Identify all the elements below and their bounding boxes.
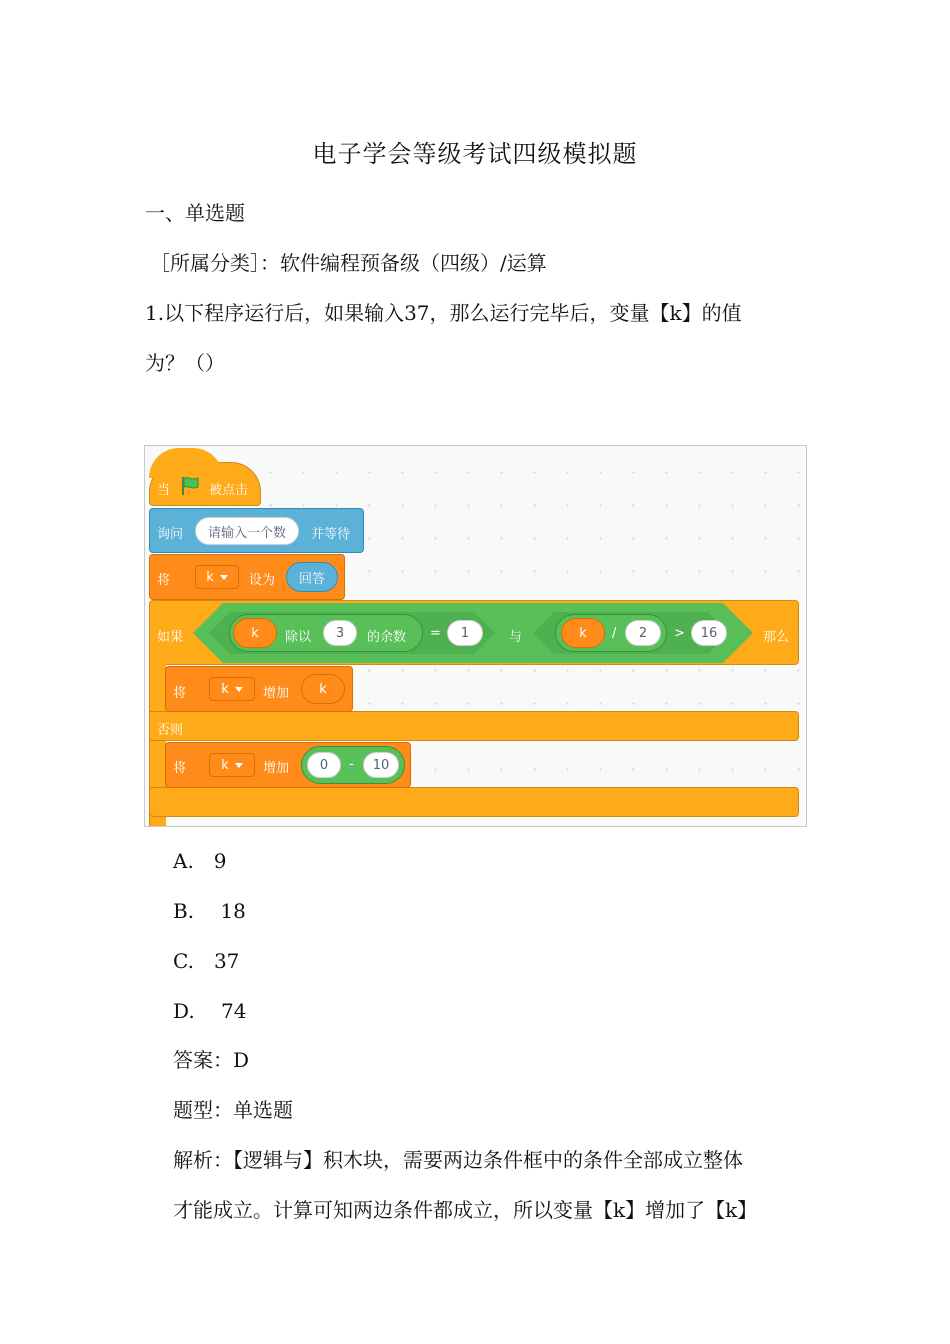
answer-reporter[interactable]: 回答 — [286, 562, 338, 592]
number-input-2[interactable]: 2 — [625, 620, 661, 646]
else-label: 否则 — [157, 723, 184, 738]
scratch-code-panel — [144, 445, 807, 827]
and-label: 与 — [509, 630, 523, 645]
question-type-line: 题型：单选题 — [173, 1098, 293, 1122]
k-reporter[interactable]: k — [561, 618, 605, 648]
remainder-label: 的余数 — [367, 630, 407, 645]
number-input-3[interactable]: 3 — [323, 620, 357, 646]
chevron-down-icon — [235, 763, 243, 768]
set-label: 将 — [157, 573, 171, 588]
if-label: 如果 — [157, 630, 184, 645]
change-label: 将 — [173, 761, 187, 776]
minus-sign: - — [349, 757, 354, 772]
else-band — [149, 711, 799, 741]
increase-label: 增加 — [263, 761, 290, 776]
option-d: D. 74 — [173, 999, 247, 1023]
if-block-footer — [149, 787, 799, 817]
variable-name: k — [221, 681, 229, 697]
option-b: B. 18 — [173, 899, 246, 923]
option-c: C. 37 — [173, 949, 240, 973]
k-reporter[interactable]: k — [301, 674, 345, 704]
chevron-down-icon — [235, 687, 243, 692]
set-to-label: 设为 — [249, 573, 276, 588]
page-title: 电子学会等级考试四级模拟题 — [312, 140, 638, 168]
ask-label: 询问 — [157, 527, 184, 542]
greater-than-sign: > — [674, 626, 685, 641]
k-reporter[interactable]: k — [233, 618, 277, 648]
variable-name: k — [206, 569, 214, 585]
increase-label: 增加 — [263, 686, 290, 701]
answer-line: 答案：D — [173, 1048, 250, 1072]
change-label: 将 — [173, 686, 187, 701]
number-input-1[interactable]: 1 — [447, 620, 483, 646]
ask-prompt-input[interactable]: 请输入一个数 — [195, 517, 299, 545]
mod-label: 除以 — [285, 630, 312, 645]
analysis-line-continued: 才能成立。计算可知两边条件都成立，所以变量【k】增加了【k】 — [173, 1198, 758, 1222]
chevron-down-icon — [220, 575, 228, 580]
variable-dropdown[interactable] — [209, 677, 255, 701]
option-a: A. 9 — [173, 849, 227, 873]
number-input-16[interactable]: 16 — [691, 620, 727, 646]
analysis-line: 解析：【逻辑与】积木块，需要两边条件框中的条件全部成立整体 — [173, 1148, 743, 1172]
variable-name: k — [221, 757, 229, 773]
ask-wait-label: 并等待 — [311, 527, 351, 542]
category-line: ［所属分类］：软件编程预备级（四级）/运算 — [150, 251, 547, 275]
hat-when-label: 当 — [157, 483, 171, 498]
then-label: 那么 — [763, 630, 790, 645]
divide-sign: / — [612, 626, 617, 641]
hat-clicked-label: 被点击 — [209, 483, 249, 498]
variable-dropdown[interactable] — [209, 753, 255, 777]
question-text: 1.以下程序运行后，如果输入37，那么运行完毕后，变量【k】的值 — [145, 301, 742, 325]
equals-sign: = — [430, 626, 441, 641]
green-flag-icon — [179, 475, 201, 497]
question-text-continued: 为？（） — [145, 351, 225, 375]
number-input-0[interactable]: 0 — [307, 752, 341, 778]
section-heading: 一、单选题 — [145, 201, 245, 225]
number-input-10[interactable]: 10 — [363, 752, 399, 778]
variable-dropdown[interactable] — [195, 565, 239, 589]
hat-block-top — [149, 448, 223, 478]
